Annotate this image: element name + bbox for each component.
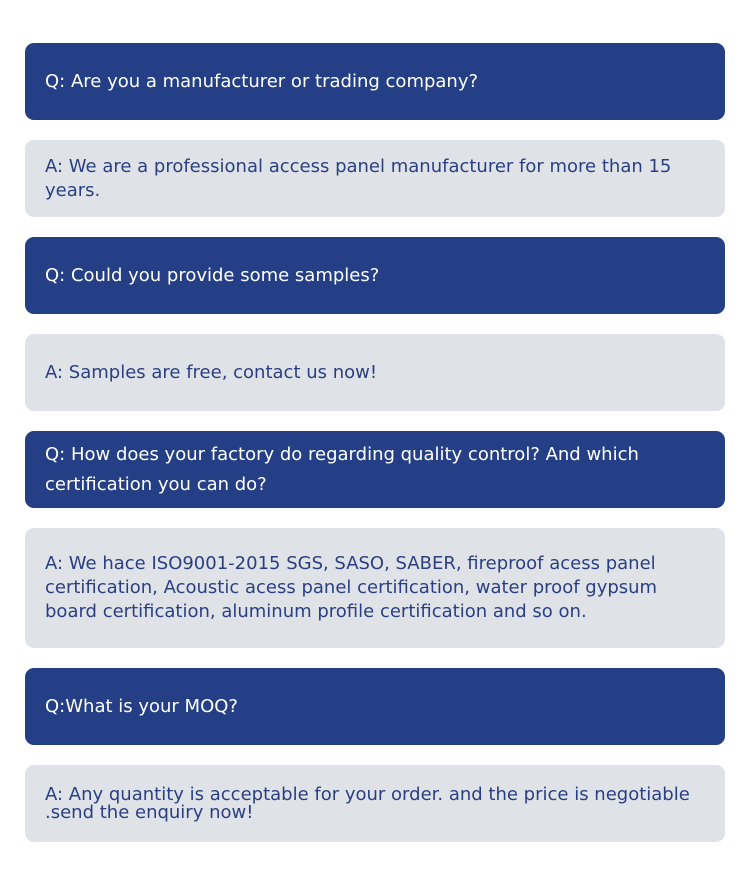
faq-question-2-text: Q: Could you provide some samples? — [45, 264, 380, 286]
faq-answer-2-text: A: Samples are free, contact us now! — [45, 361, 378, 383]
faq-answer-3-text: A: We hace ISO9001-2015 SGS, SASO, SABER, fireproof acess panel certification, Acoustic acess panel certification, water proof gypsum board certification, aluminum profile certification and so on. — [45, 553, 658, 622]
faq-answer-2 — [25, 334, 725, 411]
faq-question-2 — [25, 237, 725, 314]
faq-answer-3 — [25, 528, 725, 648]
faq-question-4-text: Q:What is your MOQ? — [45, 695, 238, 717]
faq-answer-1-text: A: We are a professional access panel manufacturer for more than 15 years. — [45, 155, 672, 201]
faq-question-1-text: Q: Are you a manufacturer or trading company? — [45, 70, 479, 92]
faq-question-3-text: Q: How does your factory do regarding quality control? And which certification you can do? — [45, 443, 639, 495]
faq-question-1 — [25, 43, 725, 120]
faq-answer-4-text: A: Any quantity is acceptable for your order. and the price is negotiable .send the enquiry now! — [45, 783, 690, 823]
faq-answer-1 — [25, 140, 725, 217]
faq-question-3 — [25, 431, 725, 508]
faq-question-4 — [25, 668, 725, 745]
faq-answer-4 — [25, 765, 725, 842]
